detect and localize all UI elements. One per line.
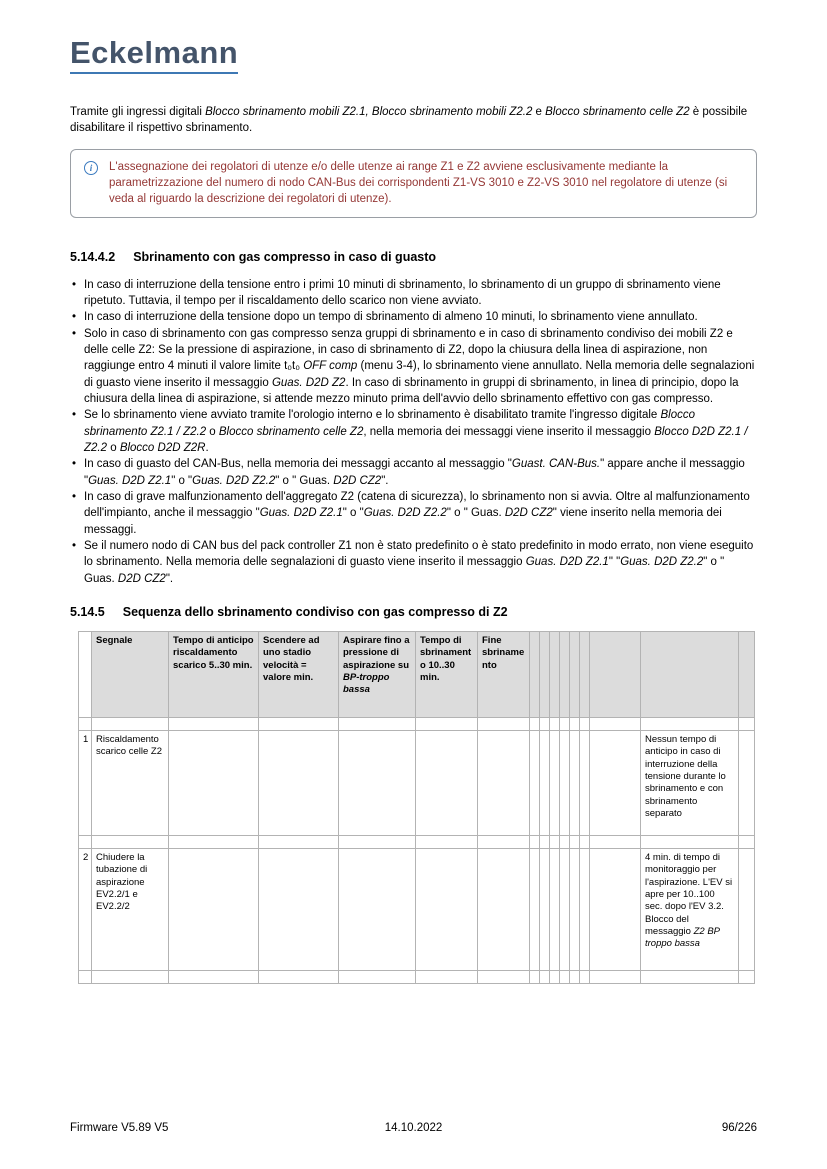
timeline-cell [339, 835, 416, 848]
header-empty-col [590, 631, 641, 717]
timeline-cell [259, 717, 339, 730]
header-signal-col [530, 631, 540, 717]
timeline-cell [641, 835, 739, 848]
timeline-cell [550, 835, 560, 848]
row-cell [339, 730, 416, 835]
row-cell [540, 848, 550, 970]
timeline-cell [540, 835, 550, 848]
defrost-sequence-table [78, 631, 755, 984]
eckelmann-logo: Eckelmann [70, 36, 238, 74]
bullet-item: • In caso di interruzione della tensione entro i primi 10 minuti di sbrinamento, lo sbrinamento di un gruppo di sbrinamento viene ripetuto. Tuttavia, il tempo per il riscaldamento dello scarico non viene avviato. [70, 277, 757, 310]
timeline-cell [478, 835, 530, 848]
timeline-row [79, 717, 755, 730]
timeline-cell [739, 717, 755, 730]
table-header-row [79, 631, 755, 717]
timeline-cell [560, 970, 570, 983]
header-segnale: Segnale [92, 631, 169, 717]
header-index [79, 631, 92, 717]
header-signal-col [570, 631, 580, 717]
timeline-cell [530, 970, 540, 983]
header-tempo-anticipo: Tempo di anticipo riscaldamento scarico 5..30 min. [169, 631, 259, 717]
timeline-cell [641, 717, 739, 730]
page-footer [70, 1122, 757, 1134]
header-aspirare: Aspirare fino a pressione di aspirazione su BP-troppo bassa [339, 631, 416, 717]
header-fine-sbrinamento: Fine sbrinamento [478, 631, 530, 717]
timeline-cell [540, 970, 550, 983]
timeline-cell [590, 717, 641, 730]
bullet-item: • In caso di grave malfunzionamento dell'aggregato Z2 (catena di sicurezza), lo sbrinamento non si avvia. Oltre al malfunzionamento dell'impianto, anche il messaggio "Guas. D2D Z2.1" o "Guas. D2D Z2.2" o " Guas. D2D CZ2" viene inserito nella memoria dei messaggi. [70, 489, 757, 538]
timeline-cell [590, 970, 641, 983]
row-cell [416, 848, 478, 970]
timeline-cell [580, 835, 590, 848]
timeline-cell [339, 717, 416, 730]
row-cell [478, 848, 530, 970]
timeline-cell [560, 717, 570, 730]
timeline-row [79, 835, 755, 848]
timeline-cell [478, 717, 530, 730]
header-signal-col [550, 631, 560, 717]
row-cell [550, 730, 560, 835]
timeline-cell [416, 717, 478, 730]
timeline-cell [339, 970, 416, 983]
row-cell [739, 848, 755, 970]
header-scendere: Scendere ad uno stadio velocità = valore min. [259, 631, 339, 717]
bullet-item: • In caso di interruzione della tensione dopo un tempo di sbrinamento di almeno 10 minuti, lo sbrinamento viene annullato. [70, 309, 757, 325]
timeline-cell [92, 717, 169, 730]
row-cell [530, 848, 540, 970]
timeline-cell [416, 970, 478, 983]
row-number: 1 [79, 730, 92, 835]
timeline-cell [92, 835, 169, 848]
table-row [79, 730, 755, 835]
row-signal: Riscaldamento scarico celle Z2 [92, 730, 169, 835]
timeline-cell [92, 970, 169, 983]
row-cell [580, 730, 590, 835]
table-row [79, 848, 755, 970]
header-signal-col [560, 631, 570, 717]
timeline-cell [169, 835, 259, 848]
timeline-cell [739, 970, 755, 983]
section-number: 5.14.4.2 [70, 249, 116, 264]
row-cell [416, 730, 478, 835]
info-icon: i [84, 161, 98, 175]
row-cell [570, 730, 580, 835]
section-title: Sbrinamento con gas compresso in caso di guasto [133, 249, 437, 264]
row-signal: Chiudere la tubazione di aspirazione EV2.2/1 e EV2.2/2 [92, 848, 169, 970]
header-tempo-sbrinamento: Tempo di sbrinamento 10..30 min. [416, 631, 478, 717]
bullet-item: • Solo in caso di sbrinamento con gas compresso senza gruppi di sbrinamento e in caso di sbrinamento condiviso dei mobili Z2 e delle celle Z2: Se la pressione di aspirazione, in caso di sbrinamento di Z2, dopo la chiusura della linea di aspirazione, non raggiunge entro 4 minuti il valore limite t₀t₀ OFF comp (menu 3-4), lo sbrinamento viene annullato. Nella memoria delle segnalazioni di guasto viene inserito il messaggio Guas. D2D Z2. In caso di sbrinamento in gruppi di sbrinamento, in linea di principio, dopo la chiusura della linea di aspirazione, si attende mezzo minuto prima dell'avvio dello sbrinamento effettivo con gas compresso. [70, 326, 757, 408]
row-cell [169, 848, 259, 970]
timeline-row [79, 970, 755, 983]
timeline-cell [739, 835, 755, 848]
timeline-cell [580, 717, 590, 730]
header-signal-col [540, 631, 550, 717]
row-cell [550, 848, 560, 970]
section-number: 5.14.5 [70, 604, 105, 619]
timeline-cell [169, 717, 259, 730]
row-cell [560, 848, 570, 970]
timeline-cell [570, 970, 580, 983]
row-cell [540, 730, 550, 835]
row-cell [339, 848, 416, 970]
timeline-cell [79, 835, 92, 848]
section-heading-5-14-4-2 [70, 250, 757, 264]
timeline-cell [570, 717, 580, 730]
logo-wrap [70, 36, 757, 74]
row-cell [590, 848, 641, 970]
header-end-col [739, 631, 755, 717]
timeline-cell [550, 970, 560, 983]
intro-paragraph: Tramite gli ingressi digitali Blocco sbrinamento mobili Z2.1, Blocco sbrinamento mobili Z2.2 e Blocco sbrinamento celle Z2 è possibile disabilitare il rispettivo sbrinamento. [70, 106, 748, 135]
timeline-cell [580, 970, 590, 983]
row-cell [560, 730, 570, 835]
row-note: Nessun tempo di anticipo in caso di interruzione della tensione durante lo sbrinamento e con sbrinamento separato [641, 730, 739, 835]
timeline-cell [590, 835, 641, 848]
row-note: 4 min. di tempo di monitoraggio per l'aspirazione. L'EV si apre per 10..100 sec. dopo l'EV 3.2. Blocco del messaggio Z2 BP troppo bassa [641, 848, 739, 970]
bullet-list [70, 277, 757, 587]
timeline-cell [79, 717, 92, 730]
timeline-cell [560, 835, 570, 848]
header-note-col [641, 631, 739, 717]
timeline-cell [416, 835, 478, 848]
timeline-cell [259, 970, 339, 983]
section-title: Sequenza dello sbrinamento condiviso con gas compresso di Z2 [122, 604, 508, 619]
row-cell [570, 848, 580, 970]
timeline-cell [570, 835, 580, 848]
timeline-cell [259, 835, 339, 848]
header-signal-col [580, 631, 590, 717]
row-cell [259, 730, 339, 835]
row-number: 2 [79, 848, 92, 970]
bullet-item: • Se lo sbrinamento viene avviato tramite l'orologio interno e lo sbrinamento è disabilitato tramite l'ingresso digitale Blocco sbrinamento Z2.1 / Z2.2 o Blocco sbrinamento celle Z2, nella memoria dei messaggi viene inserito il messaggio Blocco D2D Z2.1 / Z2.2 o Blocco D2D Z2R. [70, 407, 757, 456]
row-cell [478, 730, 530, 835]
bullet-item: • Se il numero nodo di CAN bus del pack controller Z1 non è stato predefinito o è stato predefinito in modo errato, non viene eseguito lo sbrinamento. Nella memoria delle segnalazioni di guasto viene inserito il messaggio Guas. D2D Z2.1" "Guas. D2D Z2.2" o " Guas. D2D CZ2". [70, 538, 757, 587]
info-box-text: L'assegnazione dei regolatori di utenze e/o delle utenze ai range Z1 e Z2 avviene esclusivamente mediante la parametrizzazione del numero di nodo CAN-Bus dei corrispondenti Z1-VS 3010 e Z2-VS 3010 nel regolatore di utenze (si veda al riguardo la descrizione dei regolatori di utenze). [109, 160, 728, 206]
section-heading-5-14-5 [70, 605, 757, 619]
info-box [70, 149, 757, 218]
row-cell [739, 730, 755, 835]
timeline-cell [550, 717, 560, 730]
timeline-cell [530, 835, 540, 848]
timeline-cell [540, 717, 550, 730]
row-cell [590, 730, 641, 835]
footer-date: 14.10.2022 [384, 1122, 443, 1134]
footer-firmware: Firmware V5.89 V5 [70, 1122, 169, 1134]
timeline-cell [641, 970, 739, 983]
footer-page-number: 96/226 [721, 1122, 757, 1134]
timeline-cell [169, 970, 259, 983]
row-cell [169, 730, 259, 835]
row-cell [530, 730, 540, 835]
timeline-cell [530, 717, 540, 730]
timeline-cell [79, 970, 92, 983]
bullet-item: • In caso di guasto del CAN-Bus, nella memoria dei messaggi accanto al messaggio "Guast. CAN-Bus." appare anche il messaggio "Guas. D2D Z2.1" o "Guas. D2D Z2.2" o " Guas. D2D CZ2". [70, 456, 757, 489]
row-cell [580, 848, 590, 970]
timeline-cell [478, 970, 530, 983]
row-cell [259, 848, 339, 970]
